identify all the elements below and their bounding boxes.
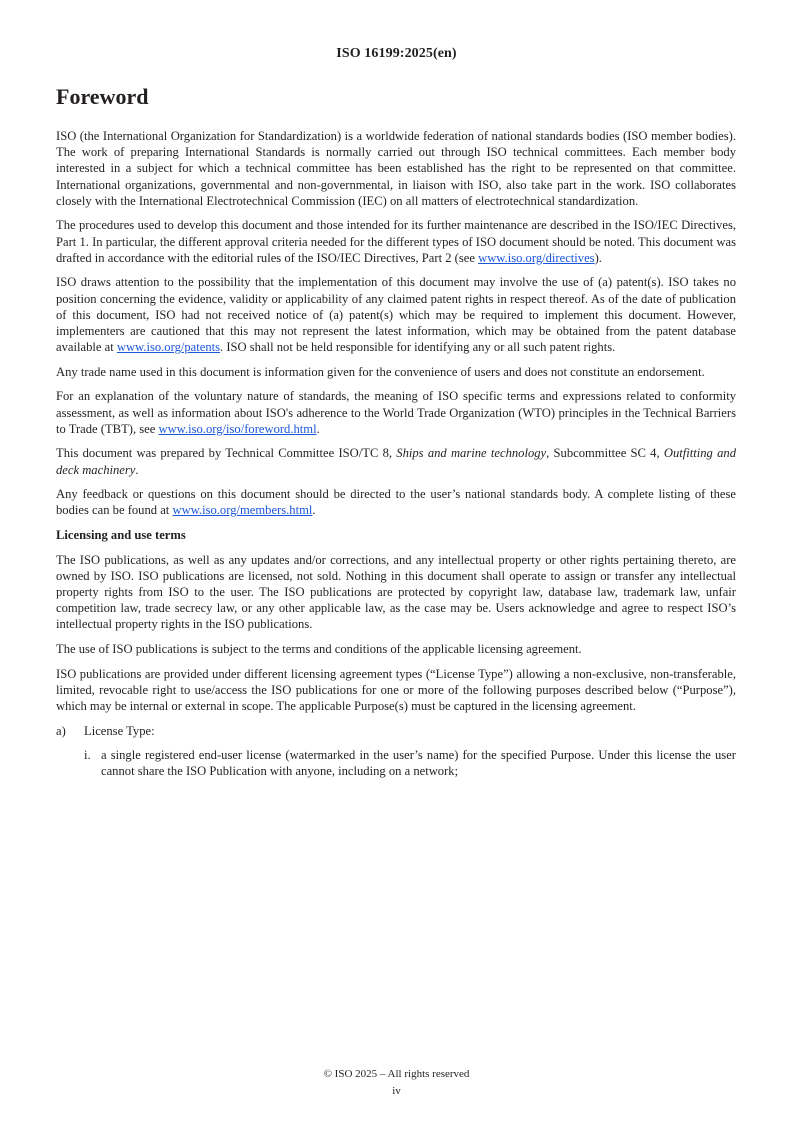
text: This document was prepared by Technical Committee ISO/TC 8, (56, 446, 397, 461)
paragraph-use-terms: The use of ISO publications is subject to the terms and conditions of the applicable licensing agreement. (56, 642, 582, 656)
directives-link[interactable]: www.iso.org/directives (478, 250, 595, 265)
text: ). (594, 250, 602, 265)
list-text: License Type: (84, 723, 155, 738)
paragraph-feedback (56, 486, 736, 518)
paragraph-trade-name: Any trade name used in this document is information given for the convenience of users and does not constitute an endorsement. (56, 364, 705, 379)
list-item-single-user-license (84, 747, 736, 779)
text: For an explanation of the voluntary nature of standards, the meaning of ISO specific terms and expressions related to conformity assessment, as well as information about ISO's adherence to the World Trade Organization (WTO) principles in the Technical Barriers to Trade (TBT), see (56, 389, 736, 436)
text: . (135, 462, 139, 477)
paragraph-iso-intro: ISO (the International Organization for Standardization) is a worldwide federation of national standards bodies (ISO member bodies). The work of preparing International Standards is normally carried out through ISO technical committees. Each member body interested in a subject for which a technical committee has been established has the right to be represented on that committee. International organizations, governmental and non-governmental, in liaison with ISO, also take part in the work. ISO collaborates closely with the International Electrotechnical Commission (IEC) on all matters of electrotechnical standardization. (56, 129, 736, 208)
paragraph-committee (56, 445, 736, 477)
committee-name: Ships and marine technology (396, 446, 547, 461)
foreword-body (56, 128, 736, 787)
paragraph-ownership: The ISO publications, as well as any updates and/or corrections, and any intellectual property or other rights pertaining thereto, are owned by ISO. ISO publications are licensed, not sold. Nothing in this document shall operate to assign or transfer any intellectual property rights from ISO to the user. The ISO publications are protected by copyright law, database law, trademark law, unfair competition law, trade secrecy law, or any other applicable law, as the case may be. Users acknowledge and agree to respect ISO’s intellectual property rights in the ISO publications. (56, 552, 736, 632)
list-label: a) (56, 723, 66, 738)
text: Any feedback or questions on this document should be directed to the user’s national standards body. A complete listing of these bodies can be found at (56, 487, 736, 518)
list-item-license-type (56, 723, 736, 739)
page-number: iv (392, 1085, 401, 1097)
copyright-notice: © ISO 2025 – All rights reserved (323, 1068, 470, 1080)
members-link[interactable]: www.iso.org/members.html (172, 503, 313, 518)
foreword-link[interactable]: www.iso.org/iso/foreword.html (158, 421, 317, 436)
paragraph-procedures (56, 217, 736, 266)
paragraph-license-types: ISO publications are provided under different licensing agreement types (“License Type”) allowing a non-exclusive, non-transferable, limited, revocable right to use/access the ISO publications for one or more of the following purposes described below (“Purpose”), which may be internal or external in scope. The applicable Purpose(s) must be captured in the licensing agreement. (56, 666, 736, 713)
page-title: Foreword (56, 84, 149, 109)
list-text: a single registered end-user license (watermarked in the user’s name) for the specified Purpose. Under this license the user cannot share the ISO Publication with anyone, including on a network; (101, 747, 736, 778)
text: . (312, 503, 316, 518)
page-footer (0, 1066, 793, 1100)
patents-link[interactable]: www.iso.org/patents (116, 340, 221, 355)
licensing-heading: Licensing and use terms (56, 528, 186, 542)
list-label: i. (84, 747, 91, 762)
subcommittee-name: Outfitting and deck machinery (56, 446, 736, 477)
text: . ISO shall not be held responsible for identifying any or all such patent rights. (220, 340, 616, 355)
paragraph-patents (56, 274, 736, 355)
paragraph-voluntary-nature (56, 388, 736, 437)
text: The procedures used to develop this document and those intended for its further maintenance are described in the ISO/IEC Directives, Part 1. In particular, the different approval criteria needed for the different types of ISO document should be noted. This document was drafted in accordance with the editorial rules of the ISO/IEC Directives, Part 2 (see (56, 218, 736, 265)
text: . (316, 421, 320, 436)
text: ISO draws attention to the possibility that the implementation of this document may involve the use of (a) patent(s). ISO takes no position concerning the evidence, validity or applicability of any claimed patent rights in respect thereof. As of the date of publication of this document, ISO had not received notice of (a) patent(s) which may be required to implement this document. However, implementers are cautioned that this may not represent the latest information, which may be obtained from the patent database available at (56, 275, 736, 355)
document-header: ISO 16199:2025(en) (336, 46, 457, 61)
text: , Subcommittee SC 4, (546, 446, 664, 461)
